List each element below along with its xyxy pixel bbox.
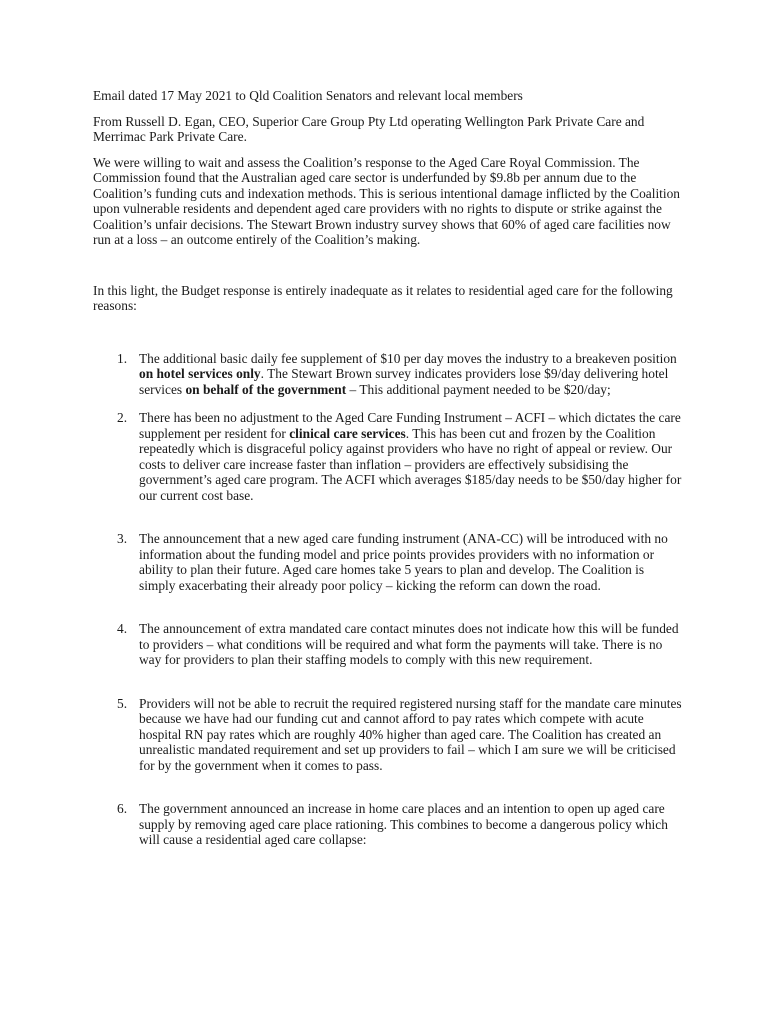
reason-emphasis: clinical care services <box>289 425 406 441</box>
reason-text: . The Stewart Brown survey indicates providers lose $9/day delivering hotel services <box>139 366 669 397</box>
reason-item-1 <box>93 351 683 398</box>
reason-number: 6. <box>117 801 128 816</box>
reason-item-6 <box>93 801 683 848</box>
reason-text: The announcement of extra mandated care contact minutes does not indicate how this will be funded to providers – what conditions will be required and what form the payments will take. There is no way for providers to plan their staffing models to comply with this new requirement. <box>139 621 679 667</box>
reason-item-4 <box>93 621 683 668</box>
reason-number: 2. <box>117 410 128 425</box>
reason-number: 3. <box>117 531 128 546</box>
reason-item-3 <box>93 531 683 593</box>
reason-number: 1. <box>117 350 128 366</box>
intro-paragraph: We were willing to wait and assess the Coalition’s response to the Aged Care Royal Commission. The Commission found that the Australian aged care sector is underfunded by $9.8b per annum due to the Coalition’s funding cuts and indexation methods. This is serious intentional damage inflicted by the Coalition upon vulnerable residents and dependent aged care providers with no rights to dispute or strike against the Coalition’s unfair decisions. The Stewart Brown industry survey shows that 60% of aged care facilities now run at a loss – an outcome entirely of the Coalition’s making. <box>93 154 680 247</box>
reason-emphasis: on hotel services only <box>139 366 261 381</box>
reason-text: . This has been cut and frozen by the Coalition repeatedly which is disgraceful policy against providers who have no right of appeal or review. Our costs to deliver care increase faster than inflation – providers are effectively subsidising the government’s aged care program. The ACFI which averages $185/day needs to be $50/day higher for our current cost base. <box>139 425 682 503</box>
reason-number: 4. <box>117 621 128 636</box>
reason-text: The additional basic daily fee supplement of $10 per day moves the industry to a breakeven position <box>139 350 677 366</box>
email-header: Email dated 17 May 2021 to Qld Coalition Senators and relevant local members <box>93 88 523 103</box>
lead-paragraph: In this light, the Budget response is entirely inadequate as it relates to residential aged care for the following reasons: <box>93 282 673 313</box>
reason-item-2 <box>93 410 683 503</box>
reason-text: The announcement that a new aged care funding instrument (ANA-CC) will be introduced with no information about the funding model and price points provides providers with no information or ability to plan their future. Aged care homes take 5 years to plan and develop. The Coalition is simply exacerbating their already poor policy – kicking the reform can down the road. <box>139 531 668 593</box>
reason-emphasis: on behalf of the government <box>185 381 347 397</box>
from-line: From Russell D. Egan, CEO, Superior Care Group Pty Ltd operating Wellington Park Private Care and Merrimac Park Private Care. <box>93 113 645 144</box>
document-page <box>93 88 683 848</box>
reason-text: The government announced an increase in home care places and an intention to open up aged care supply by removing aged care place rationing. This combines to become a dangerous policy which will cause a residential aged care collapse: <box>139 801 668 847</box>
reasons-list <box>93 351 683 848</box>
reason-number: 5. <box>117 695 128 711</box>
reason-text: – This additional payment needed to be $20/day; <box>346 381 611 397</box>
reason-item-5 <box>93 696 683 774</box>
reason-text: Providers will not be able to recruit the required registered nursing staff for the mandate care minutes because we have had our funding cut and cannot afford to pay rates which compete with acute hospital RN pay rates which are roughly 40% higher than aged care. The Coalition has created an unrealistic mandated requirement and set up providers to fail – which I am sure we will be criticised for by the government when it comes to pass. <box>139 695 682 773</box>
reason-text: There has been no adjustment to the Aged Care Funding Instrument – ACFI – which dictates the care supplement per resident for <box>139 410 681 441</box>
